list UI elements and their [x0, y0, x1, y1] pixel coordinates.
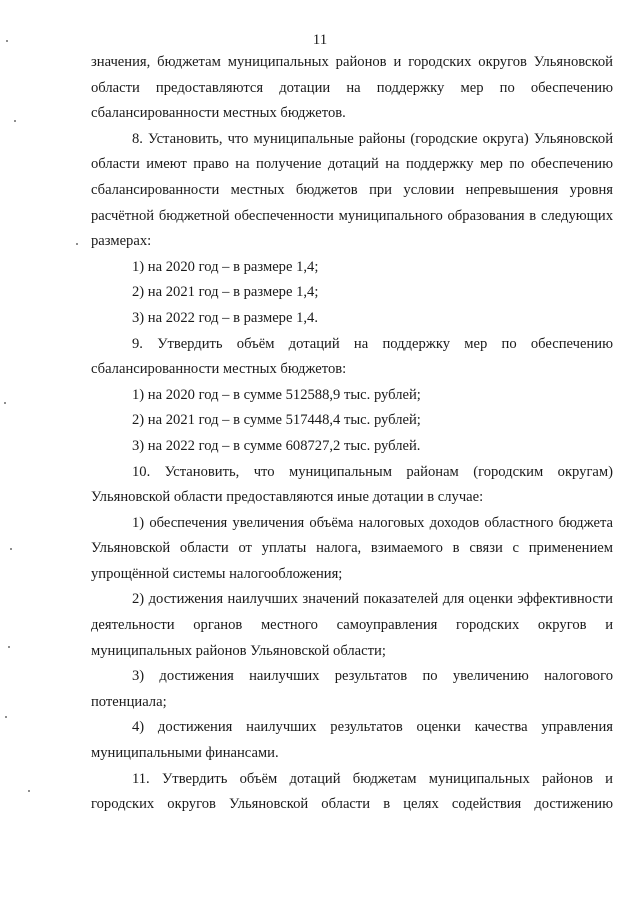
list-item-clause-9-3: 3) на 2022 год – в сумме 608727,2 тыс. рублей. — [132, 437, 421, 454]
scan-speck — [6, 40, 8, 42]
paragraph-clause-8: 8. Установить, что муниципальные районы (городские округа) Ульяновской области имеют право на получение дотаций на поддержку мер по обеспечению сбалансированности местных бюджетов при условии непревышения уровня расчётной бюджетной обеспеченности муниципального образования в следующих размерах: — [91, 130, 613, 250]
list-item-clause-10-2: 2) достижения наилучших значений показателей для оценки эффективности деятельности органов местного самоуправления городских округов и муниципальных районов Ульяновской области; — [91, 591, 613, 659]
scan-speck — [4, 402, 6, 404]
list-item-clause-8-3: 3) на 2022 год – в размере 1,4. — [132, 309, 318, 326]
list-item-clause-9-2: 2) на 2021 год – в сумме 517448,4 тыс. рублей; — [132, 412, 421, 429]
scan-speck — [76, 243, 78, 245]
document-body — [91, 50, 613, 818]
paragraph-clause-11: 11. Утвердить объём дотаций бюджетам муниципальных районов и городских округов Ульяновской области в целях содействия достижению — [91, 770, 613, 813]
list-item-clause-10-1: 1) обеспечения увеличения объёма налоговых доходов областного бюджета Ульяновской области от уплаты налога, взимаемого в связи с применением упрощённой системы налогообложения; — [91, 514, 613, 582]
list-item-clause-10-4: 4) достижения наилучших результатов оценки качества управления муниципальными финансами. — [91, 719, 613, 762]
scan-speck — [14, 120, 16, 122]
list-item-clause-10-3: 3) достижения наилучших результатов по увеличению налогового потенциала; — [91, 668, 613, 710]
list-item-clause-8-2: 2) на 2021 год – в размере 1,4; — [132, 284, 319, 301]
scan-speck — [8, 646, 10, 648]
scan-speck — [28, 790, 30, 792]
scan-speck — [5, 716, 7, 718]
paragraph-clause-9: 9. Утвердить объём дотаций на поддержку мер по обеспечению сбалансированности местных бюджетов: — [91, 335, 613, 378]
scan-speck — [10, 548, 12, 550]
paragraph-continuation: значения, бюджетам муниципальных районов и городских округов Ульяновской области предоставляются дотации на поддержку мер по обеспечению сбалансированности местных бюджетов. — [91, 54, 613, 122]
page-number: 11 — [312, 32, 328, 48]
list-item-clause-9-1: 1) на 2020 год – в сумме 512588,9 тыс. рублей; — [132, 386, 421, 403]
paragraph-clause-10: 10. Установить, что муниципальным районам (городским округам) Ульяновской области предоставляются иные дотации в случае: — [91, 463, 613, 506]
list-item-clause-8-1: 1) на 2020 год – в размере 1,4; — [132, 258, 319, 275]
